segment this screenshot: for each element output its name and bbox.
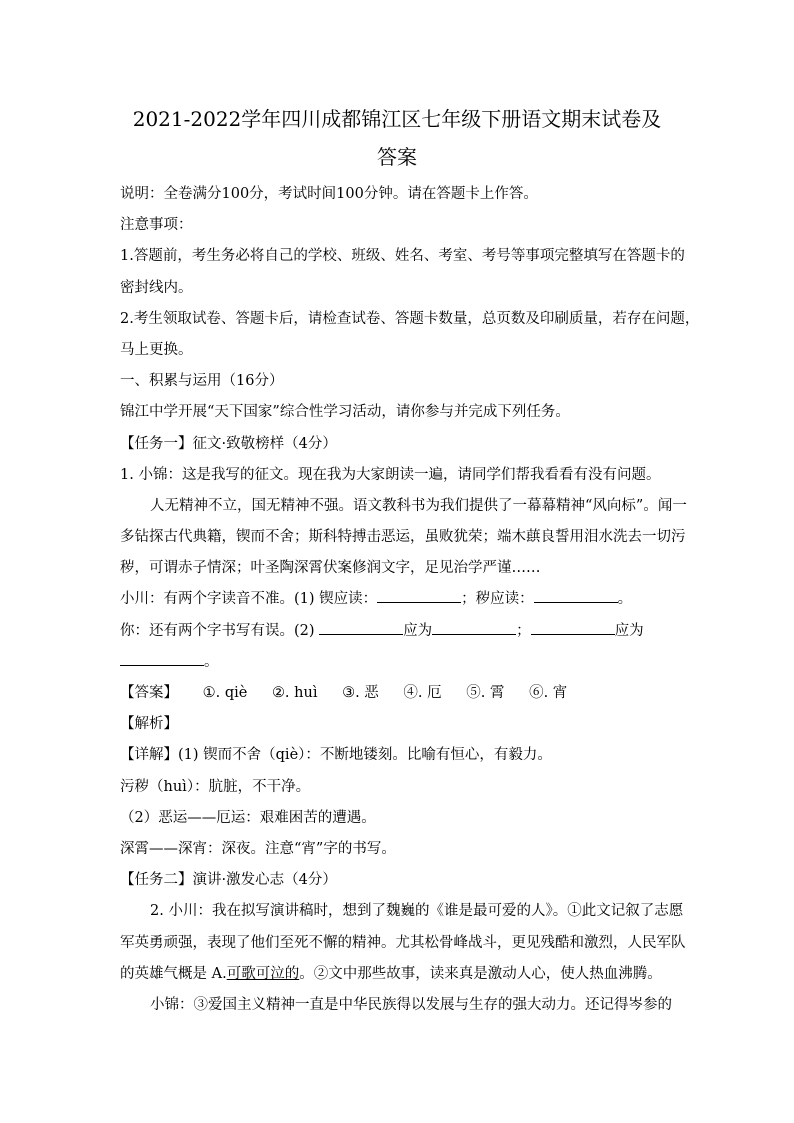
instruction-2: 2.考生领取试卷、答题卡后，请检查试卷、答题卡数量，总页数及印刷质量，若存在问题， xyxy=(120,310,700,327)
answer-blank xyxy=(120,653,204,666)
text: 。 xyxy=(617,591,633,608)
pronunciation-question xyxy=(120,584,680,615)
writing-question-cont xyxy=(120,647,680,678)
detail-1: 【详解】(1) 锲而不舍（qiè）：不断地镂刻。比喻有恒心，有毅力。 xyxy=(120,747,552,764)
answer-6: ⑥. 宵 xyxy=(529,685,568,701)
task1-heading: 【任务一】征文·致敬榜样（4分） xyxy=(120,435,337,452)
instruction-2-cont: 马上更换。 xyxy=(120,341,193,358)
detail-2: 污秽（huì）：肮脏，不干净。 xyxy=(120,778,311,795)
text: 应为 xyxy=(403,622,433,639)
answer-blank xyxy=(432,622,516,635)
text: 小川：有两个字读音不准。(1) 锲应读： xyxy=(120,591,378,608)
answer-blank xyxy=(534,590,618,603)
text: 。 xyxy=(204,653,219,670)
text: 应为 xyxy=(614,622,644,639)
task2-heading: 【任务二】演讲·激发心志（4分） xyxy=(120,872,337,889)
essay-line-2: 多钻探古代典籍，锲而不舍；斯科特搏击恶运，虽败犹荣；端木蕻良誓用泪水洗去一切污 xyxy=(120,529,686,546)
answer-label: 【答案】 xyxy=(120,685,178,701)
answer-5: ⑤. 霄 xyxy=(466,685,505,701)
document-title-line2: 答案 xyxy=(377,145,417,169)
text: ； xyxy=(516,622,531,639)
detail-4: 深霄——深宵：深夜。注意“宵”字的书写。 xyxy=(120,840,396,857)
activity-intro: 锦江中学开展“天下国家”综合性学习活动，请你参与并完成下列任务。 xyxy=(120,404,570,421)
document-body xyxy=(120,179,700,1021)
question-2-line-4: 小锦：③爱国主义精神一直是中华民族得以发展与生存的强大动力。还记得岑参的 xyxy=(150,996,672,1013)
answer-blank xyxy=(319,622,403,635)
detail-3: （2）恶运——厄运：艰难困苦的遭遇。 xyxy=(120,809,376,826)
writing-question xyxy=(120,616,680,647)
text: 你：还有两个字书写有误。(2) xyxy=(120,622,320,639)
text: ；秽应读： xyxy=(461,591,534,608)
answer-blank xyxy=(377,590,461,603)
answer-blank xyxy=(531,622,615,635)
document-title-line1: 2021-2022学年四川成都锦江区七年级下册语文期末试卷及 xyxy=(132,107,662,131)
answer-4: ④. 厄 xyxy=(403,685,442,701)
question-2-line-2: 军英勇顽强，表现了他们至死不懈的精神。尤其松骨峰战斗，更见残酷和激烈，人民军队 xyxy=(120,934,686,951)
text: 。②文中那些故事，读来真是激动人心，使人热血沸腾。 xyxy=(299,965,662,982)
underlined-phrase: 可歌可泣的 xyxy=(226,965,300,982)
essay-line-1: 人无精神不立，国无精神不强。语文教科书为我们提供了一幕幕精神“风向标”。闻一 xyxy=(150,497,687,514)
question-2-line-1: 2. 小川：我在拟写演讲稿时，想到了魏巍的《谁是最可爱的人》。①此文记叙了志愿 xyxy=(150,903,684,920)
instruction-1-cont: 密封线内。 xyxy=(120,279,193,296)
question-2-line-3 xyxy=(120,959,680,990)
analysis-heading: 【解析】 xyxy=(120,716,178,733)
exam-note: 说明：全卷满分100分，考试时间100分钟。请在答题卡上作答。 xyxy=(120,186,538,202)
attention-heading: 注意事项： xyxy=(120,217,193,234)
text: 的英雄气概是 A. xyxy=(120,965,227,982)
answer-3: ③. 恶 xyxy=(342,685,379,701)
question-1: 1. 小锦：这是我写的征文。现在我为大家朗读一遍，请同学们帮我看看有没有问题。 xyxy=(120,466,661,483)
section-heading: 一、积累与运用（16分） xyxy=(120,373,284,390)
answer-line xyxy=(120,678,680,709)
essay-line-3: 秽，可谓赤子情深；叶圣陶深霄伏案修润文字，足见治学严谨…… xyxy=(120,560,541,577)
instruction-1: 1.答题前，考生务必将自己的学校、班级、姓名、考室、考号等事项完整填写在答题卡的 xyxy=(120,248,685,265)
answer-1: ①. qiè xyxy=(202,685,248,701)
answer-2: ②. huì xyxy=(271,685,318,701)
